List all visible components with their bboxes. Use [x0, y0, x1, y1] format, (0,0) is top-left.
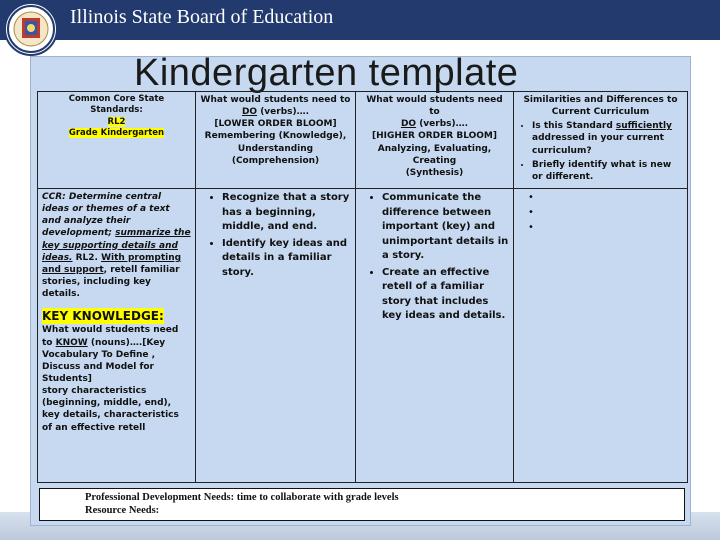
key-knowledge-title: KEY KNOWLEDGE:: [42, 309, 164, 324]
list-item: • Identify key ideas and details in a familiar story.: [222, 237, 351, 281]
question-item: • Is this Standard sufficiently addressed in your current curriculum?: [532, 120, 683, 156]
list-item: •: [528, 207, 534, 218]
pd-needs: Professional Development Needs: time to collaborate with grade levels: [85, 492, 399, 503]
list-item: •: [528, 192, 534, 203]
key-knowledge-body: story characteristics (beginning, middle, end), key details, characteristics of an effective retell: [42, 386, 179, 433]
header-title: Illinois State Board of Education: [70, 6, 334, 28]
list-item: • Communicate the difference between important (key) and unimportant details in a story.: [382, 191, 509, 264]
resource-needs: Resource Needs:: [85, 505, 160, 516]
list-item: • Create an effective retell of a familiar story that includes key ideas and details.: [382, 266, 509, 324]
question-item: • Briefly identify what is new or different.: [532, 159, 683, 183]
similarities-header-cell: Similarities and Differences to Current Curriculum • Is this Standard sufficiently addressed in your current curriculum? • Briefly identify what is new or different.: [514, 92, 688, 189]
list-item: • Recognize that a story has a beginning, middle, and end.: [222, 191, 351, 235]
template-table: [37, 91, 688, 483]
similarities-cell: [514, 189, 688, 483]
lower-order-cell: [196, 189, 356, 483]
header-bar: [0, 0, 720, 40]
key-knowledge-question: What would students need to KNOW (nouns)….[Key Vocabulary To Define , Discuss and Model for Students]: [42, 325, 179, 385]
isbe-seal-icon: [4, 2, 58, 56]
higher-order-header-cell: What would students need to DO (verbs)…. [HIGHER ORDER BLOOM] Analyzing, Evaluating, Creating (Synthesis): [356, 92, 514, 189]
needs-box: [39, 488, 685, 521]
higher-order-cell: [356, 189, 514, 483]
table-header-row: [38, 92, 688, 189]
ccr-cell: CCR: Determine central ideas or themes of a text and analyze their development; summarize the key supporting details and ideas. RL2. With prompting and support, retell familiar stories, including key details. KEY KNOWLEDGE: What would students need to KNOW (nouns)….[Key Vocabulary To Define , Discuss and Model for Students] story characteristics (beginning, middle, end), key details, characteristics of an effective retell: [38, 189, 196, 483]
slide-title: Kindergarten template: [134, 52, 519, 94]
table-body-row: [38, 189, 688, 483]
lower-order-header-cell: What would students need to DO (verbs)…. [LOWER ORDER BLOOM] Remembering (Knowledge), Understanding (Comprehension): [196, 92, 356, 189]
list-item: •: [528, 222, 534, 233]
ccss-header-cell: Common Core State Standards: RL2 Grade Kindergarten: [38, 92, 196, 189]
